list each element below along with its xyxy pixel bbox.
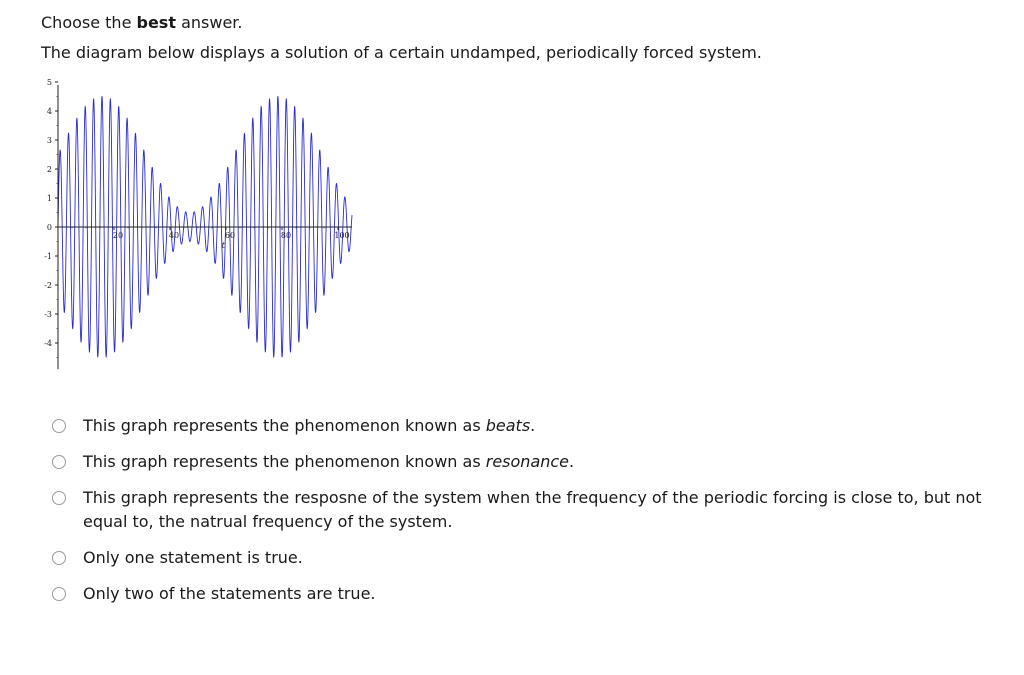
option-text-part: This graph represents the phenomenon known as xyxy=(83,452,486,471)
option-text xyxy=(83,546,1012,570)
option-text xyxy=(83,582,1012,606)
radio-button[interactable] xyxy=(52,551,66,565)
answer-options xyxy=(52,414,1012,618)
y-tick-label: 3 xyxy=(46,136,52,145)
x-tick-label: 20 xyxy=(112,231,124,240)
option-text-part: beats xyxy=(485,416,531,435)
option-text-part: This graph represents the phenomenon known as xyxy=(83,416,486,435)
radio-button[interactable] xyxy=(52,455,66,469)
y-tick-label: 5 xyxy=(46,78,52,87)
y-tick-label: -4 xyxy=(44,339,52,348)
y-tick-label: -3 xyxy=(44,310,52,319)
y-tick-label: -1 xyxy=(44,252,52,261)
y-tick-label: 4 xyxy=(46,107,52,116)
radio-button[interactable] xyxy=(52,587,66,601)
x-tick-label: 100 xyxy=(334,231,350,240)
question-prompt xyxy=(41,12,242,34)
option-text xyxy=(83,486,1012,534)
prompt-bold: best xyxy=(136,13,176,32)
question-description: The diagram below displays a solution of a certain undamped, periodically forced system. xyxy=(41,43,762,62)
answer-option-1[interactable] xyxy=(52,414,1012,438)
y-tick-label: 2 xyxy=(46,165,52,174)
x-axis-label: t xyxy=(221,241,225,250)
x-tick-label: 80 xyxy=(280,231,292,240)
prompt-prefix: Choose the xyxy=(41,13,137,32)
option-text-part: . xyxy=(569,452,575,471)
option-text-part: Only one statement is true. xyxy=(83,548,303,567)
x-tick-label: 60 xyxy=(224,231,236,240)
radio-button[interactable] xyxy=(52,419,66,433)
answer-option-5[interactable] xyxy=(52,582,1012,606)
option-text xyxy=(83,414,1012,438)
prompt-suffix: answer. xyxy=(175,13,243,32)
x-tick-label: 40 xyxy=(168,231,180,240)
answer-option-2[interactable] xyxy=(52,450,1012,474)
option-text-part: This graph represents the resposne of the system when the frequency of the periodic forcing is close to, but not equal to, the natrual frequency of the system. xyxy=(83,488,982,531)
answer-option-4[interactable] xyxy=(52,546,1012,570)
y-tick-label: 0 xyxy=(46,223,52,232)
option-text-part: Only two of the statements are true. xyxy=(83,584,376,603)
option-text xyxy=(83,450,1012,474)
answer-option-3[interactable] xyxy=(52,486,1012,534)
y-tick-label: -2 xyxy=(44,281,52,290)
radio-button[interactable] xyxy=(52,491,66,505)
solution-plot xyxy=(30,75,350,370)
option-text-part: resonance xyxy=(485,452,570,471)
option-text-part: . xyxy=(530,416,536,435)
y-tick-label: 1 xyxy=(46,194,52,203)
